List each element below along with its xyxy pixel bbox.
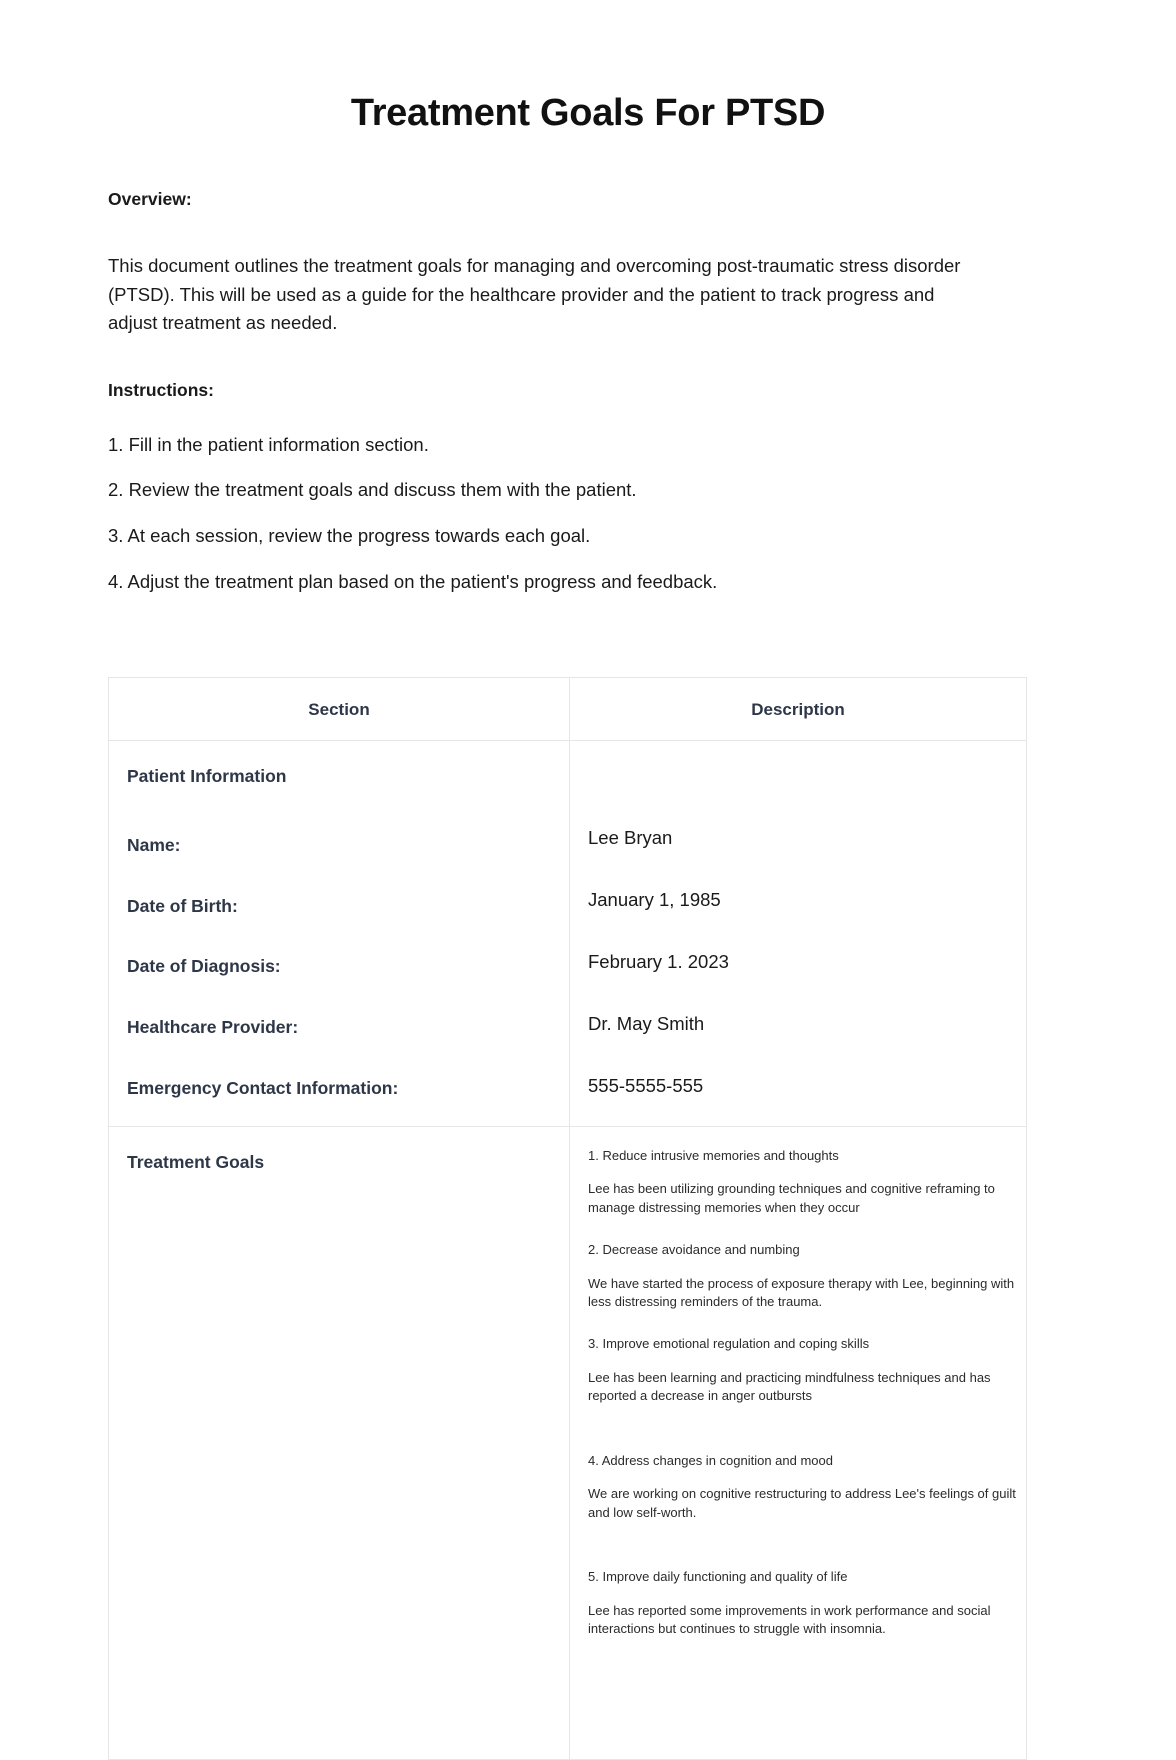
column-header-description: Description: [570, 678, 1027, 741]
goal-title-1: 1. Reduce intrusive memories and thoughts: [588, 1147, 839, 1163]
patient-information-section-cell: [109, 741, 570, 1127]
field-label-healthcare-provider: Healthcare Provider:: [127, 1017, 299, 1038]
column-header-section: Section: [109, 678, 570, 741]
list-item: 1. Fill in the patient information section.: [108, 433, 429, 455]
table-header-row: [109, 678, 1027, 741]
patient-information-values-cell: [570, 741, 1027, 1127]
value-spacer: [588, 765, 1010, 788]
list-item: 3. At each session, review the progress towards each goal.: [108, 525, 591, 547]
field-label-date-of-birth: Date of Birth:: [127, 895, 238, 916]
overview-paragraph: This document outlines the treatment goals for managing and overcoming post-traumatic stress disorder (PTSD). This will be used as a guide for the healthcare provider and the patient to track progress and adjust treatment as needed.: [108, 255, 961, 333]
treatment-goals-table: [108, 677, 1027, 1760]
field-value-date-of-birth: January 1, 1985: [588, 889, 721, 911]
field-label-name: Name:: [127, 834, 181, 855]
instructions-list: [108, 402, 1068, 616]
goal-description-5: Lee has reported some improvements in work performance and social interactions but continues to struggle with insomnia.: [588, 1602, 991, 1637]
list-item: 4. Adjust the treatment plan based on the patient's progress and feedback.: [108, 571, 718, 593]
field-value-date-of-diagnosis: February 1. 2023: [588, 951, 729, 973]
table-row: [109, 1126, 1027, 1759]
goal-description-2: We have started the process of exposure therapy with Lee, beginning with less distressing reminders of the trauma.: [588, 1275, 1015, 1310]
overview-heading: Overview:: [108, 188, 192, 209]
treatment-goals-values-cell: [570, 1126, 1027, 1759]
goal-title-4: 4. Address changes in cognition and mood: [588, 1452, 834, 1468]
goal-title-5: 5. Improve daily functioning and quality of life: [588, 1569, 848, 1585]
field-value-name: Lee Bryan: [588, 827, 673, 849]
field-label-date-of-diagnosis: Date of Diagnosis:: [127, 956, 281, 977]
instructions-heading: Instructions:: [108, 379, 214, 400]
page-title: Treatment Goals For PTSD: [350, 92, 826, 134]
patient-information-label: Patient Information: [127, 766, 287, 787]
goal-title-3: 3. Improve emotional regulation and coping skills: [588, 1336, 870, 1352]
goal-description-4: We are working on cognitive restructuring to address Lee's feelings of guilt and low self-worth.: [588, 1486, 1016, 1520]
list-item: 2. Review the treatment goals and discuss them with the patient.: [108, 479, 637, 501]
treatment-goals-label: Treatment Goals: [127, 1151, 265, 1172]
table-row: [109, 741, 1027, 1127]
goal-title-2: 2. Decrease avoidance and numbing: [588, 1242, 800, 1258]
treatment-goals-section-cell: [109, 1126, 570, 1759]
goal-description-3: Lee has been learning and practicing mindfulness techniques and has reported a decrease in anger outbursts: [588, 1370, 991, 1404]
field-label-emergency-contact: Emergency Contact Information:: [127, 1077, 399, 1098]
goal-description-1: Lee has been utilizing grounding techniques and cognitive reframing to manage distressing memories when they occur: [588, 1181, 995, 1215]
field-value-healthcare-provider: Dr. May Smith: [588, 1013, 705, 1035]
field-value-emergency-contact: 555-5555-555: [588, 1075, 704, 1097]
